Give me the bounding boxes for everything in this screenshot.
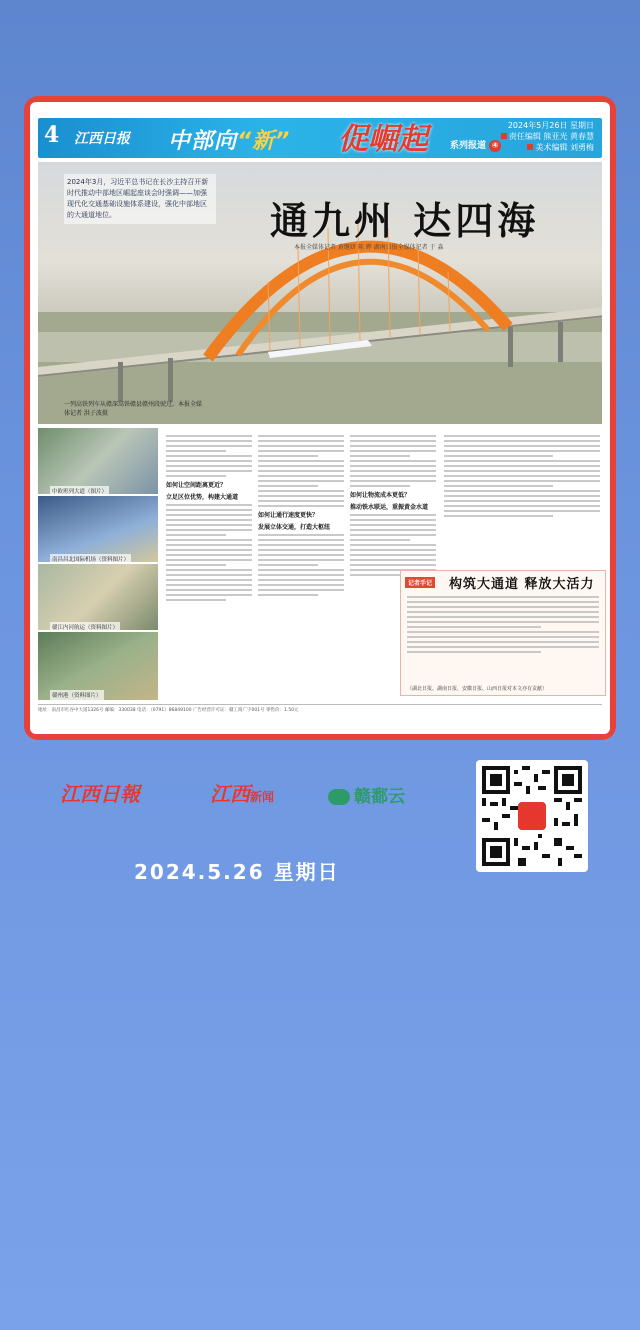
section-heading: 如何让通行速度更快？ xyxy=(258,512,319,519)
qr-code[interactable] xyxy=(476,760,588,872)
ganpo-cloud-logo[interactable]: 赣鄱云 xyxy=(328,782,405,807)
qr-code-icon xyxy=(482,766,582,866)
notes-body xyxy=(407,593,599,677)
photo-caption: 一列高铁列车从赣深高铁赣县赣州段驶过。本报全媒体记者 洪子波摄 xyxy=(64,401,203,417)
notes-tag: 记者手记 xyxy=(405,577,435,588)
header-meta: 2024年5月26日 星期日 责任编辑 熊亚光 黄春慧 美术编辑 刘勇梅 xyxy=(501,120,594,153)
section-heading: 如何让物流成本更低？ xyxy=(350,492,411,499)
paper-footer: 地址：南昌市红谷中大道1326号 邮编：330038 电话：（0791）86849100 广告经营许可证：赣工商广字001号 零售价：1.50元 xyxy=(38,704,602,718)
hero-intro: 2024年3月，习近平总书记在长沙主持召开新时代推动中部地区崛起座谈会时强调——加强现代化交通基础设施体系建设，强化中部地区的大通道地位。 xyxy=(64,174,216,224)
brand-name: 江西日报 xyxy=(74,131,130,147)
text-column-2 xyxy=(258,432,344,696)
column-title-accent: 促崛起 xyxy=(338,122,428,157)
issue-date: 2024.5.26 星期日 xyxy=(134,860,340,884)
photo-rail-yard xyxy=(38,428,158,494)
section-subheading: 推动铁水联运，重振黄金水道 xyxy=(350,504,429,511)
newspaper-page xyxy=(30,102,610,734)
cloud-app-icon xyxy=(328,789,350,805)
partner-logos xyxy=(60,776,480,816)
photo-caption: 赣江内河航运（资料图片） xyxy=(50,622,120,632)
text-column-4 xyxy=(444,432,600,562)
notes-footnote: （湖北日报、湖南日报、安徽日报、山西日报对本文亦有贡献） xyxy=(407,686,548,692)
byline: 本报全媒体记者 黄继妍 陈 晔 湖南日报全媒体记者 于 淼 xyxy=(294,244,444,251)
hero-photo xyxy=(38,162,602,424)
article-title: 通九州 达四海 xyxy=(270,198,540,243)
section-heading: 如何让空间距离更近？ xyxy=(166,482,227,489)
reporter-notes-box xyxy=(400,570,606,696)
newspaper-frame xyxy=(24,96,616,740)
series-label: 系列报道 ④ xyxy=(450,138,501,152)
page-header xyxy=(38,118,602,158)
jiangxi-news-logo[interactable]: 江西新闻 xyxy=(210,782,275,806)
photo-airport xyxy=(38,496,158,562)
photo-caption: 中欧班列大道（图片） xyxy=(50,486,109,496)
page-number: 4 xyxy=(44,122,60,148)
jiangxi-daily-logo[interactable]: 江西日報 xyxy=(60,782,140,806)
section-subheading: 立足区位优势，构建大通道 xyxy=(166,494,239,501)
notes-title: 构筑大通道 释放大活力 xyxy=(449,577,595,592)
photo-caption: 赣州港（资料图片） xyxy=(50,690,104,700)
photo-river-port xyxy=(38,564,158,630)
section-subheading: 发展立体交通，打造大枢纽 xyxy=(258,524,331,531)
left-photo-strip xyxy=(38,428,158,700)
photo-caption: 南昌昌北国际机场（资料图片） xyxy=(50,554,131,564)
text-column-1 xyxy=(166,432,252,696)
column-title: 中部向“新” xyxy=(168,129,291,154)
series-number: ④ xyxy=(489,140,501,152)
